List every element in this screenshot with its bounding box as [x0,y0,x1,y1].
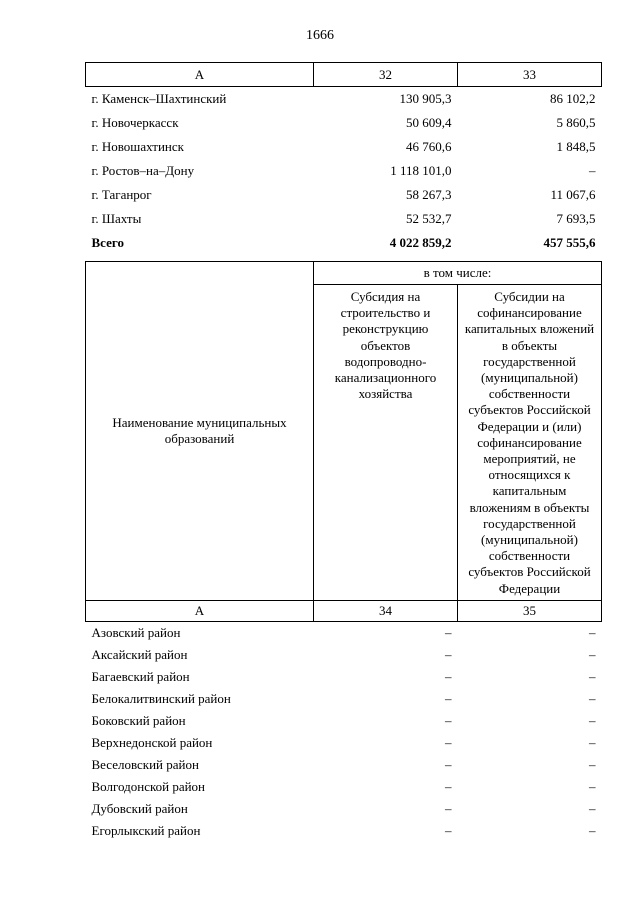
table-row [86,644,602,666]
budget-table-districts [85,261,602,842]
municipality-name: г. Ростов–на–Дону [91,163,195,178]
value-col-33: 7 693,5 [556,211,596,226]
value-col-35: – [589,778,596,794]
value-col-35: – [589,734,596,750]
column-number-row [86,600,602,621]
value-col-35: – [589,822,596,838]
value-col-32: 58 267,3 [406,187,452,202]
municipality-name: Азовский район [91,624,181,640]
municipality-name: Боковский район [91,712,186,728]
value-col-33: 1 848,5 [556,139,596,154]
table-row [86,111,602,135]
value-col-34: – [445,756,452,772]
name-column-header [86,262,314,601]
value-col-32: 1 118 101,0 [390,163,452,178]
municipality-name: Багаевский район [91,668,190,684]
table-row [86,776,602,798]
table-row [86,732,602,754]
municipality-name: Дубовский район [91,800,188,816]
municipality-name: г. Таганрог [91,187,152,202]
value-col-33: 5 860,5 [556,115,596,130]
total-row [86,231,602,255]
col-34-header [314,285,458,601]
municipality-name: г. Шахты [91,211,142,226]
total-col-32: 4 022 859,2 [389,235,452,250]
table-row [86,621,602,644]
col-34-header-text: Субсидия на строительство и реконструкцию объектов водопроводно-канализационного хозяйства [334,289,437,402]
budget-table-cities [85,62,602,255]
value-col-34: – [445,800,452,816]
col-35-header [458,285,602,601]
value-col-32: 52 532,7 [406,211,452,226]
value-col-32: 46 760,6 [406,139,452,154]
header-col-a: А [86,600,314,621]
municipality-name: Веселовский район [91,756,199,772]
municipality-name: г. Новочеркасск [91,115,179,130]
value-col-33: 11 067,6 [550,187,596,202]
value-col-35: – [589,624,596,640]
value-col-34: – [445,778,452,794]
value-col-32: 50 609,4 [406,115,452,130]
total-col-33: 457 555,6 [543,235,596,250]
table-header-row [86,63,602,87]
header-col-32: 32 [314,63,458,87]
header-col-35: 35 [458,600,602,621]
municipality-name: Белокалитвинский район [91,690,231,706]
table-row [86,798,602,820]
value-col-35: – [589,712,596,728]
value-col-35: – [589,756,596,772]
value-col-34: – [445,712,452,728]
value-col-33: 86 102,2 [550,91,596,106]
municipality-name: Аксайский район [91,646,188,662]
value-col-34: – [445,690,452,706]
table-row [86,159,602,183]
table-row [86,688,602,710]
table-header-row [86,262,602,285]
municipality-name: г. Новошахтинск [91,139,184,154]
value-col-33: – [589,163,596,178]
value-col-34: – [445,646,452,662]
value-col-35: – [589,690,596,706]
value-col-35: – [589,646,596,662]
value-col-35: – [589,800,596,816]
value-col-32: 130 905,3 [399,91,452,106]
municipality-name: Егорлыкский район [91,822,201,838]
name-column-header-text: Наименование муниципальных образований [112,414,287,446]
including-header: в том числе: [314,262,602,285]
value-col-34: – [445,624,452,640]
total-label: Всего [91,235,124,250]
table-row [86,820,602,842]
value-col-35: – [589,668,596,684]
municipality-name: Верхнедонской район [91,734,213,750]
table-row [86,183,602,207]
table-row [86,87,602,112]
table-row [86,207,602,231]
value-col-34: – [445,734,452,750]
table-row [86,754,602,776]
col-35-header-text: Субсидии на софинансирование капитальных вложений в объекты государственной (муниципальной) собственности субъектов Российской Федерации и (или) софинансирование мероприятий, не относящихся к капитальным вложениям в объекты государственной (муниципальной) собственности субъектов Российской Федерации [464,289,595,596]
header-col-a: А [86,63,314,87]
municipality-name: Волгодонской район [91,778,206,794]
table-row [86,666,602,688]
municipality-name: г. Каменск–Шахтинский [91,91,227,106]
header-col-34: 34 [314,600,458,621]
value-col-34: – [445,822,452,838]
table-row [86,710,602,732]
header-col-33: 33 [458,63,602,87]
page-number: 1666 [306,28,334,43]
value-col-34: – [445,668,452,684]
table-row [86,135,602,159]
